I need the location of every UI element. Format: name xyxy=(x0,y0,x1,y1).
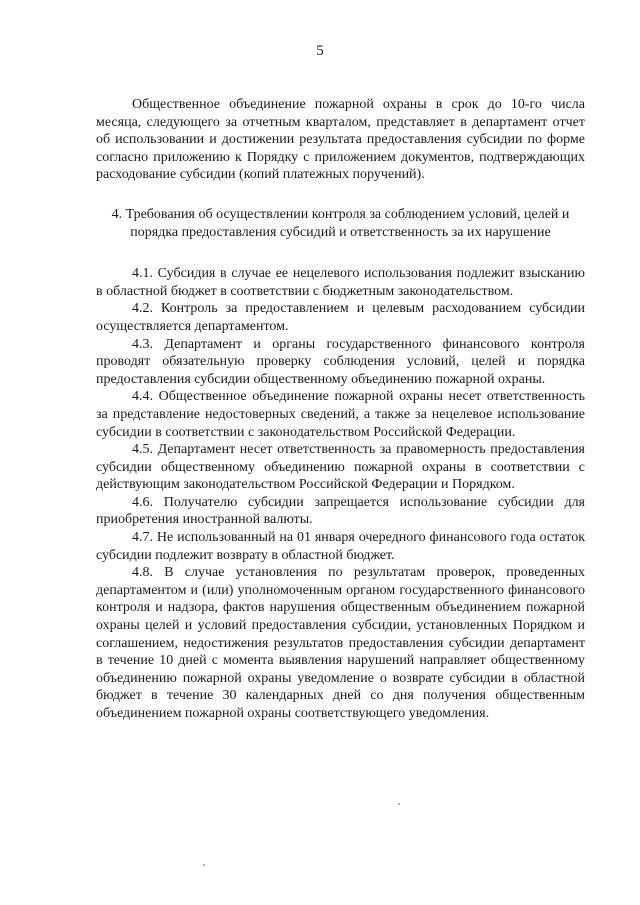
page-number: 5 xyxy=(316,43,324,59)
scan-speck xyxy=(203,864,205,866)
clause-4-1: 4.1. Субсидия в случае ее нецелевого использования подлежит взысканию в областной бюджет в соответствии с бюджетным законодательством. xyxy=(96,266,585,299)
clause-4-5: 4.5. Департамент несет ответственность за правомерность предоставления субсидии общественному объединению пожарной охраны в соответствии с действующим законодательством Российской Федерации и Порядком. xyxy=(96,442,585,493)
intro-paragraph: Общественное объединение пожарной охраны в срок до 10-го числа месяца, следующего за отчетным кварталом, представляет в департамент отчет об использовании и достижении результата предоставления субсидии по форме согласно приложению к Порядку с приложением документов, подтверждающих расходование субсидии (копий платежных поручений). xyxy=(96,97,585,183)
clause-4-6: 4.6. Получателю субсидии запрещается использование субсидии для приобретения иностранной валюты. xyxy=(96,494,585,528)
clause-4-7: 4.7. Не использованный на 01 января очередного финансового года остаток субсидии подлежит возврату в областной бюджет. xyxy=(96,530,585,563)
section-heading: 4. Требования об осуществлении контроля за соблюдением условий, целей и порядка предоставления субсидий и ответственность за их нарушение xyxy=(111,206,570,240)
document-body xyxy=(96,96,585,723)
clause-4-2: 4.2. Контроль за предоставлением и целевым расходованием субсидии осуществляется департаментом. xyxy=(96,301,585,334)
section-4 xyxy=(96,206,585,723)
clause-4-3: 4.3. Департамент и органы государственного финансового контроля проводят обязательную проверку соблюдения условий, целей и порядка предоставления субсидии общественному объединению пожарной охраны. xyxy=(96,336,585,387)
clause-4-4: 4.4. Общественное объединение пожарной охраны несет ответственность за представление недостоверных сведений, а также за нецелевое использование субсидии в соответствии с законодательством Российской Федерации. xyxy=(96,389,585,440)
clause-4-8: 4.8. В случае установления по результатам проверок, проведенных департаментом и (или) уполномоченным органом государственного финансового контроля и надзора, фактов нарушения общественным объединением пожарной охраны целей и условий предоставления субсидии, установленных Порядком и соглашением, недостижения результатов предоставления субсидии департамент в течение 10 дней с момента выявления нарушений направляет общественному объединению пожарной охраны уведомление о возврате субсидии в областной бюджет в течение 30 календарных дней со дня получения общественным объединением пожарной охраны соответствующего уведомления. xyxy=(96,565,585,721)
scan-speck xyxy=(398,803,400,805)
